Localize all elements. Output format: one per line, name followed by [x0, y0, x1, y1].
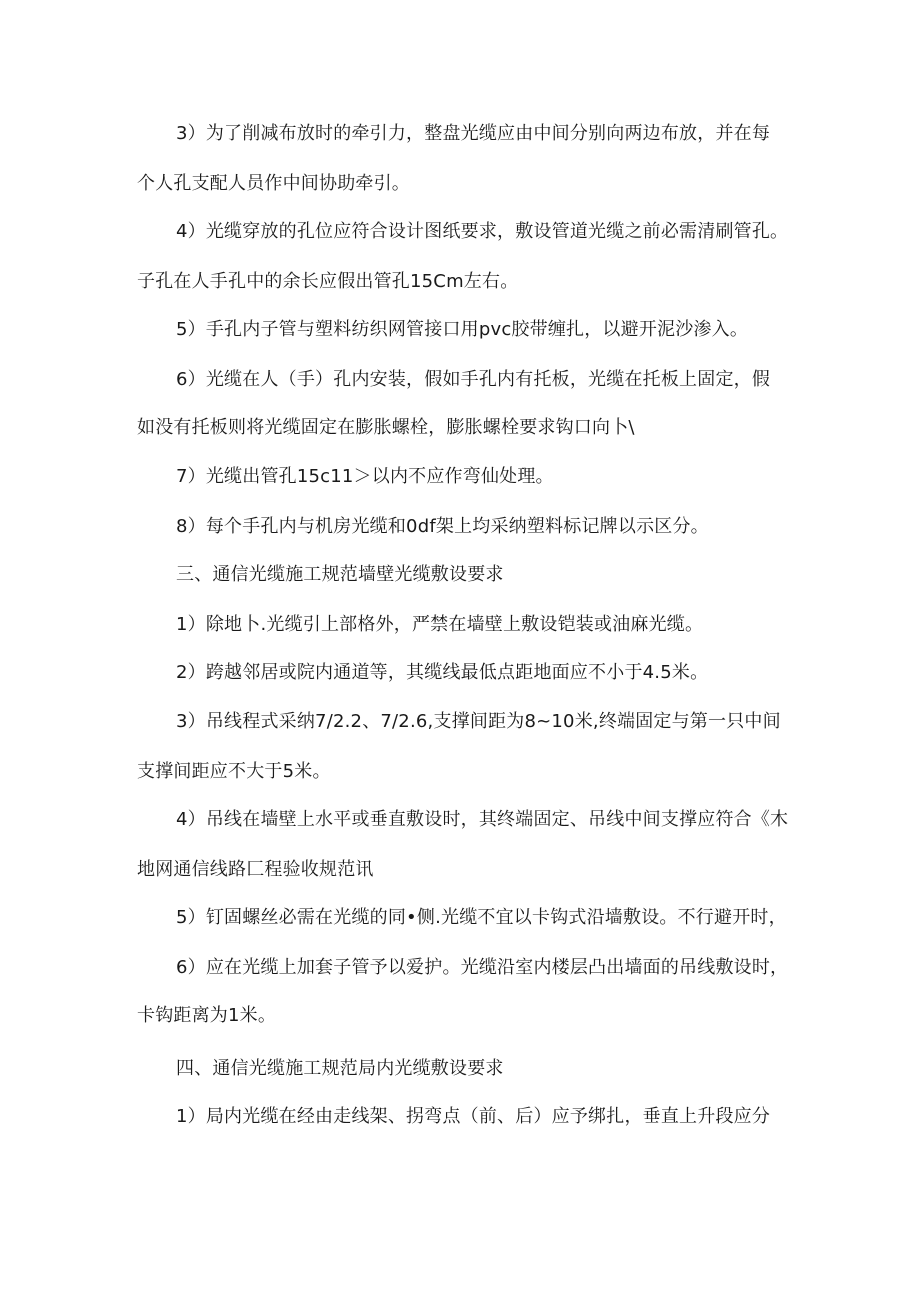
paragraph-6-line-1: 6）光缆在人（手）孔内安装，假如手孔内有托板，光缆在托板上固定，假 — [176, 369, 771, 390]
wall-item-1: 1）除地卜.光缆引上部格外，严禁在墙壁上敷设铠装或油麻光缆。 — [176, 614, 704, 635]
paragraph-8: 8）每个手孔内与机房光缆和0df架上均采纳塑料标记牌以示区分。 — [176, 516, 709, 537]
wall-item-6-line-1: 6）应在光缆上加套子管予以爱护。光缆沿室内楼层凸出墙面的吊线敷设时， — [176, 957, 789, 978]
paragraph-3-line-1: 3）为了削减布放时的牵引力，整盘光缆应由中间分别向两边布放，并在每 — [176, 123, 771, 144]
wall-item-6-line-2: 卡钩距离为1米。 — [137, 1005, 277, 1026]
wall-item-3-line-2: 支撑间距应不大于5米。 — [137, 761, 331, 782]
wall-item-4-line-2: 地网通信线路匚程验收规范讯 — [137, 859, 374, 880]
paragraph-3-line-2: 个人孔支配人员作中间协助牵引。 — [137, 173, 410, 194]
section-heading-4: 四、通信光缆施工规范局内光缆敷设要求 — [176, 1058, 504, 1079]
indoor-item-1: 1）局内光缆在经由走线架、拐弯点（前、后）应予绑扎，垂直上升段应分 — [176, 1106, 771, 1127]
wall-item-3-line-1: 3）吊线程式采纳7/2.2、7/2.6,支撑间距为8~10米,终端固定与第一只中间 — [176, 711, 781, 732]
paragraph-6-line-2: 如没有托板则将光缆固定在膨胀螺栓，膨胀螺栓要求钩口向卜\ — [137, 417, 635, 438]
wall-item-2: 2）跨越邻居或院内通道等，其缆线最低点距地面应不小于4.5米。 — [176, 662, 709, 683]
section-heading-3: 三、通信光缆施工规范墙壁光缆敷设要求 — [176, 564, 504, 585]
paragraph-4-line-2: 子孔在人手孔中的余长应假出管孔15Cm左右。 — [137, 271, 519, 292]
wall-item-5: 5）钉固螺丝必需在光缆的同•侧.光缆不宜以卡钩式沿墙敷设。不行避开时， — [176, 907, 787, 928]
paragraph-7: 7）光缆出管孔15c11＞以内不应作弯仙处理。 — [176, 466, 554, 487]
paragraph-5: 5）手孔内子管与塑料纺织网管接口用pvc胶带缠扎，以避开泥沙渗入。 — [176, 319, 749, 340]
wall-item-4-line-1: 4）吊线在墙壁上水平或垂直敷设时，其终端固定、吊线中间支撑应符合《木 — [176, 809, 789, 830]
paragraph-4-line-1: 4）光缆穿放的孔位应符合设计图纸要求，敷设管道光缆之前必需清刷管孔。 — [176, 221, 789, 242]
